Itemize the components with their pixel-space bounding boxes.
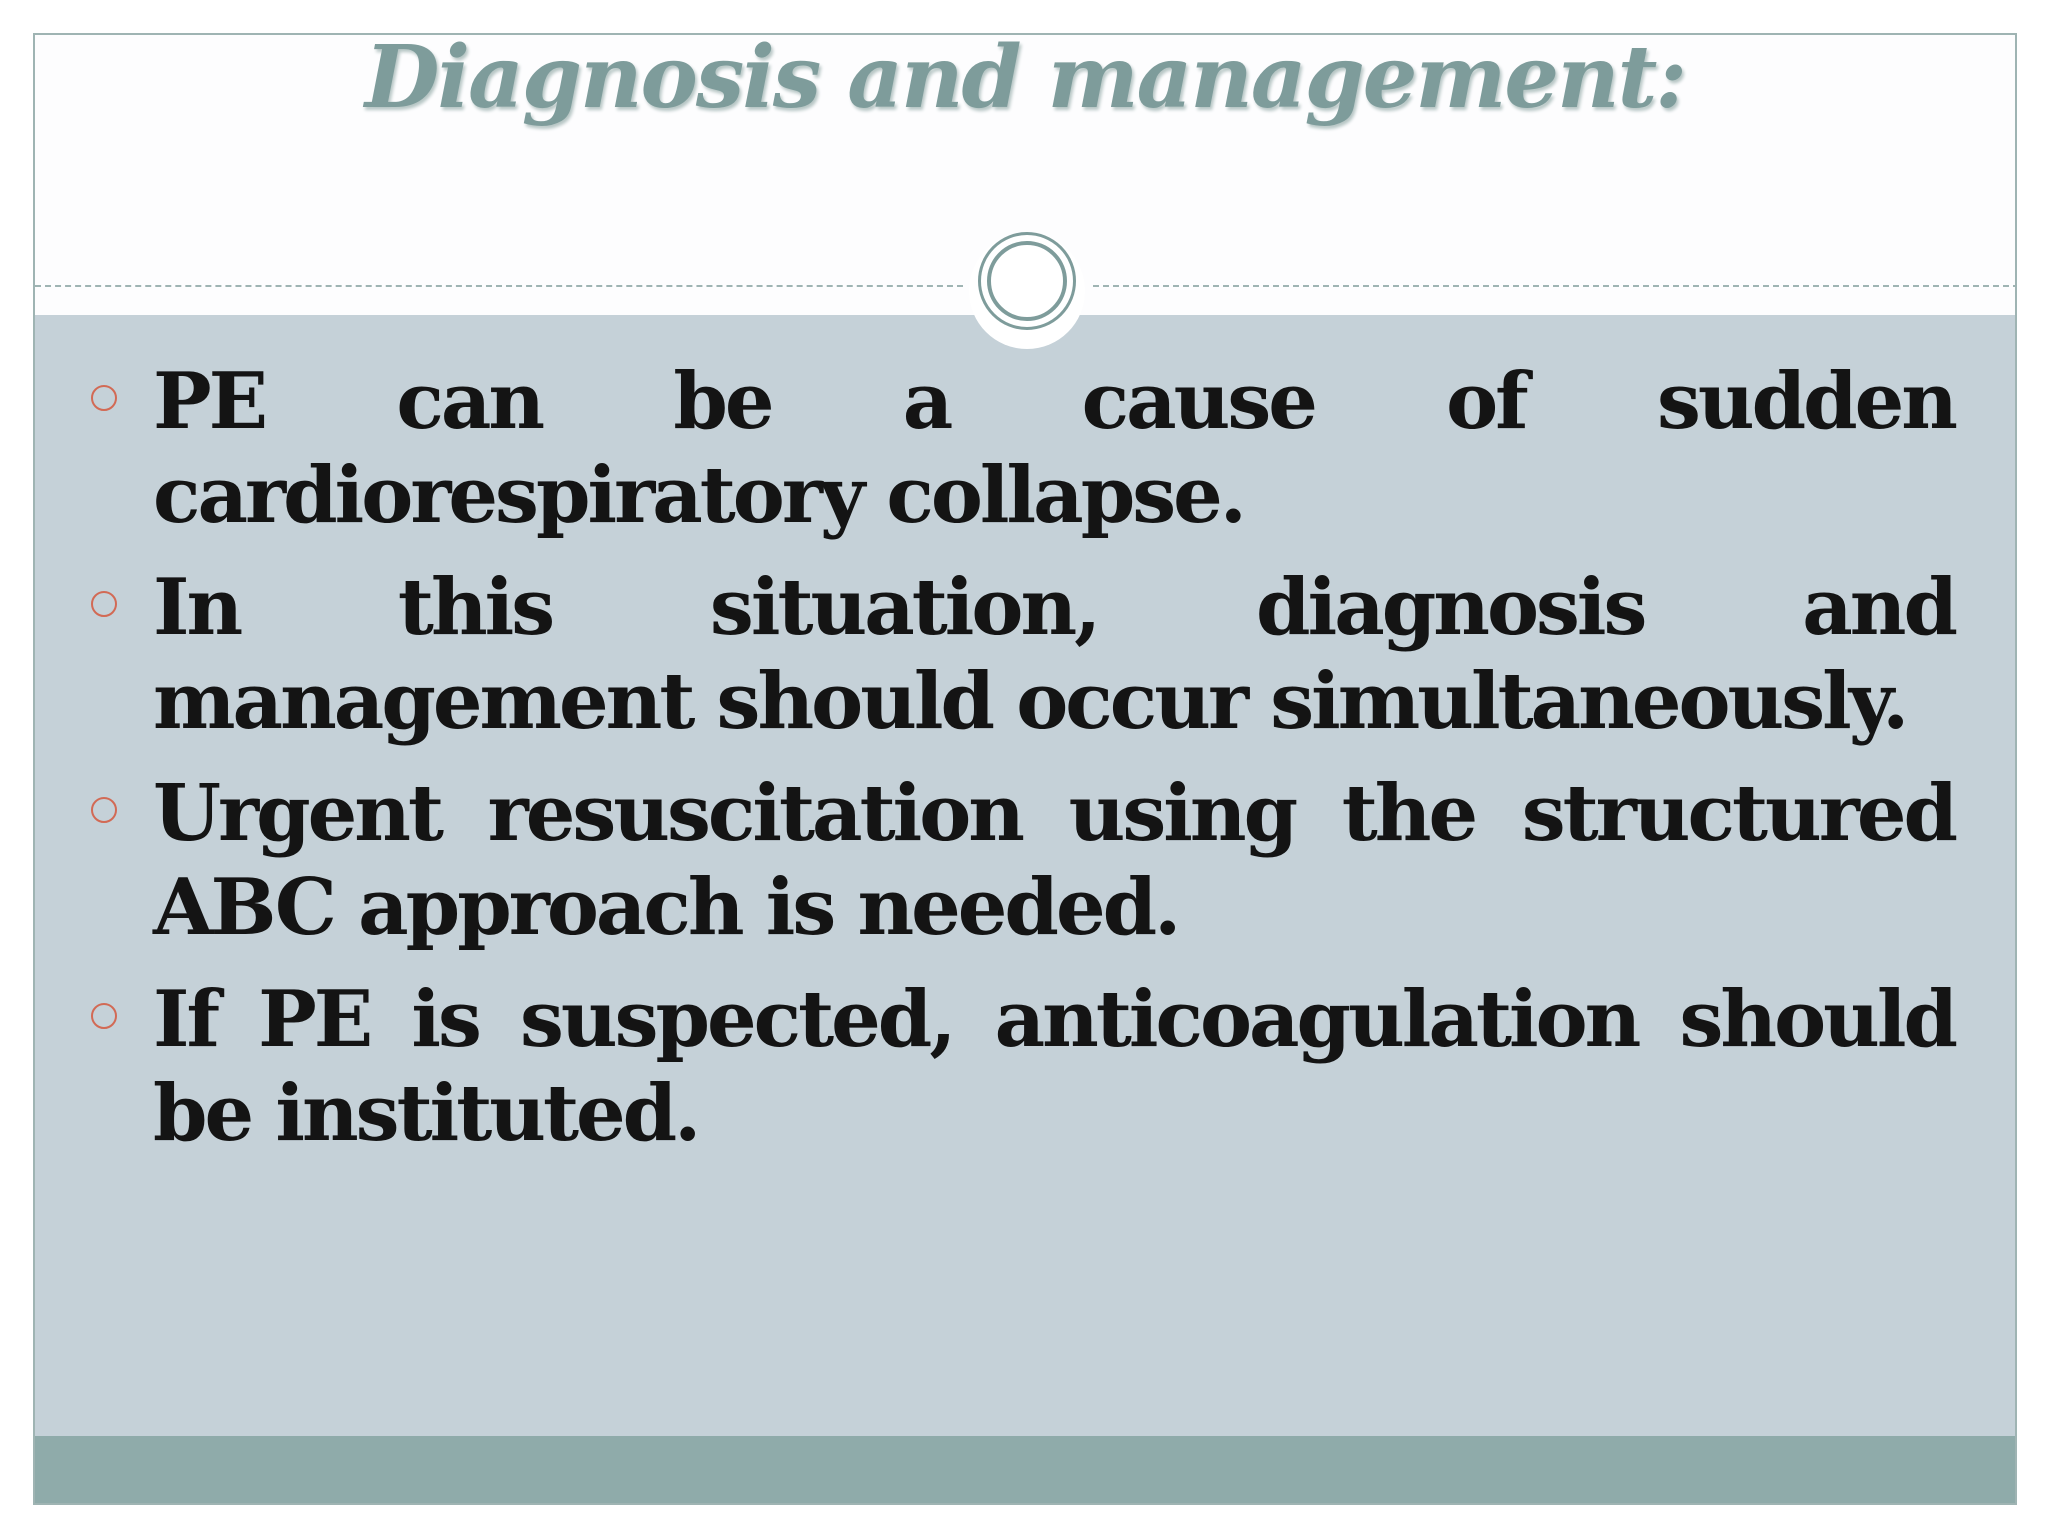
bullet-text: Urgent resuscitation using the structured ABC approach is needed. — [153, 768, 1955, 953]
bullet-text: If PE is suspected, anticoagulation should be instituted. — [153, 974, 1955, 1159]
slide-frame — [33, 33, 2017, 1505]
circle-ring-inner — [987, 241, 1067, 321]
bullet-list — [35, 355, 2015, 1179]
list-item — [35, 561, 2015, 749]
list-item — [35, 973, 2015, 1161]
bullet-text: In this situation, diagnosis and management should occur simultaneously. — [153, 562, 1955, 747]
list-item — [35, 767, 2015, 955]
divider-line-left — [35, 285, 963, 287]
divider-line-right — [1093, 285, 2017, 287]
slide-title: Diagnosis and management: — [364, 33, 1686, 128]
hollow-circle-bullet-icon — [91, 385, 117, 411]
hollow-circle-bullet-icon — [91, 797, 117, 823]
hollow-circle-bullet-icon — [91, 1003, 117, 1029]
list-item — [35, 355, 2015, 543]
bullet-text: PE can be a cause of sudden cardiorespiratory collapse. — [153, 356, 1955, 541]
footer-band — [35, 1436, 2015, 1505]
hollow-circle-bullet-icon — [91, 591, 117, 617]
